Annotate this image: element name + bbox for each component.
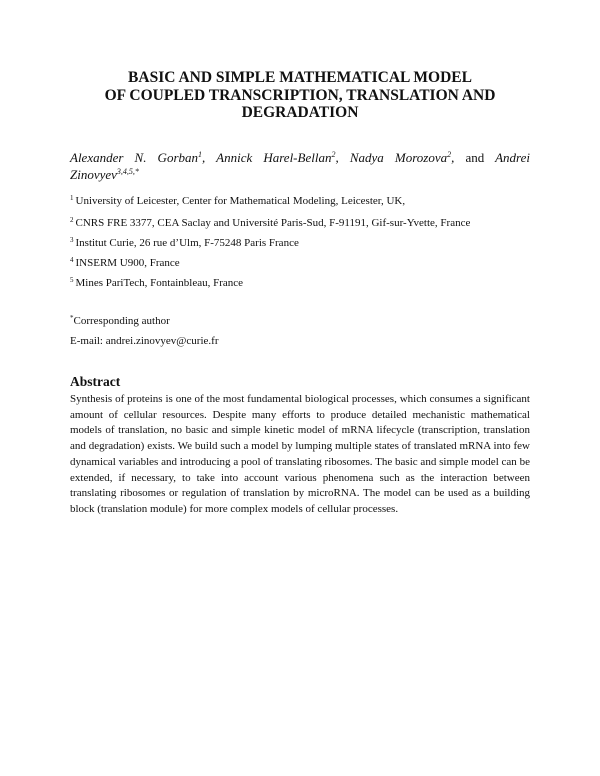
affiliation-text: INSERM U900, France [75,257,180,269]
author-affiliation-mark: 2 [447,150,452,159]
author-separator: , [451,150,455,165]
affiliation-number: 3 [70,236,74,244]
affiliation-text: Mines PariTech, Fontainbleau, France [75,277,244,289]
title-line-2: OF COUPLED TRANSCRIPTION, TRANSLATION AND [104,86,496,104]
abstract-body: Synthesis of proteins is one of the most fundamental biological processes, which consumes a significant amount of cellular resources. Despite many efforts to produce detailed mechanistic mathematical models of translation, no basic and simple kinetic model of mRNA lifecycle (transcription, translation and degradation) exists. We build such a model by lumping multiple states of translated mRNA into few dynamical variables and introducing a pool of translating ribosomes. The basic and simple model can be extended, if necessary, to take into account various phenomena such as the interaction between translating ribosomes or regulation of translation by microRNA. The model can be used as a building block (translation module) for more complex models of cellular processes. [70,393,530,515]
corresponding-mark: * [70,314,74,322]
author-affiliation-mark: 3,4,5,* [116,167,139,176]
author-name: Nadya Morozova [349,150,448,165]
author-list [70,149,530,183]
affiliation-item [70,276,540,290]
author-name: Andrei Zinovyev [70,150,531,182]
affiliation-text: University of Leicester, Center for Mathematical Modeling, Leicester, UK, [75,195,406,207]
author-separator: , [202,150,206,165]
author-conjunction: and [465,150,485,165]
affiliation-item [70,236,540,250]
affiliation-text: CNRS FRE 3377, CEA Saclay and Université Paris-Sud, F-91191, Gif-sur-Yvette, France [75,217,471,229]
affiliation-text: Institut Curie, 26 rue d’Ulm, F-75248 Paris France [75,237,299,249]
paper-title [70,69,530,122]
corresponding-author-note [70,314,170,328]
title-line-3: DEGRADATION [241,104,359,121]
affiliation-number: 2 [70,216,74,224]
author-name: Annick Harel-Bellan [216,150,332,165]
affiliation-number: 4 [70,256,74,264]
affiliation-number: 5 [70,276,74,284]
affiliation-number: 1 [70,194,74,202]
abstract-heading: Abstract [70,374,121,389]
author-name: Alexander N. Gorban [70,150,199,165]
author-affiliation-mark: 2 [331,150,336,159]
affiliation-item [70,194,540,208]
title-line-1: BASIC AND SIMPLE MATHEMATICAL MODEL [128,69,472,86]
affiliation-item [70,216,540,230]
contact-email: E-mail: andrei.zinovyev@curie.fr [70,335,219,347]
affiliation-item [70,256,540,270]
author-separator: , [335,150,339,165]
author-affiliation-mark: 1 [198,150,203,159]
corresponding-label: Corresponding author [73,315,170,327]
